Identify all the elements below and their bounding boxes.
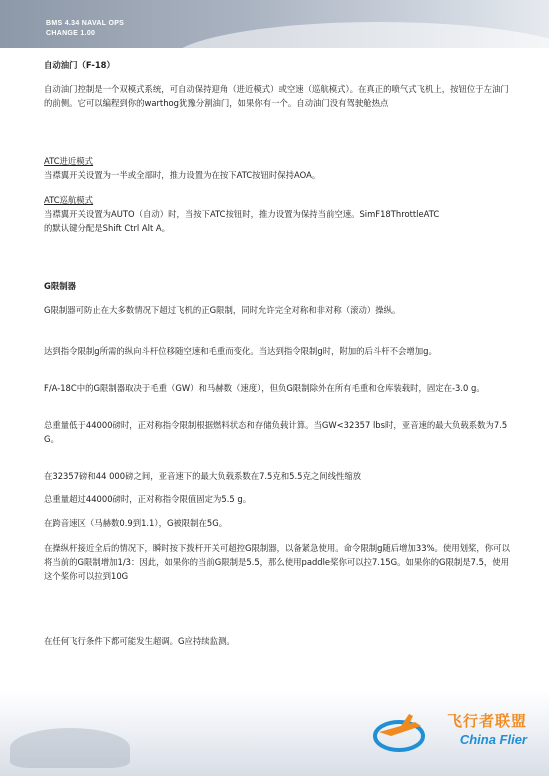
header-change-number: CHANGE 1.00 [46, 30, 96, 37]
jet-silhouette-decoration [10, 728, 130, 768]
atc-approach-body: 当襟翼开关设置为一半或全部时，推力设置为在按下ATC按钮时保持AOA。 [44, 170, 321, 180]
g-limiter-paragraph-3: F/A-18C中的G限制器取决于毛重（GW）和马赫数（速度），但负G限制除外在所有毛重和仓库装载时，固定在-3.0 g。 [44, 383, 485, 393]
china-flier-logo [357, 706, 537, 758]
g-limiter-paragraph-8: 在操纵杆接近全后的情况下，瞬时按下拨杆开关可超控G限制器，以备紧急使用。命令限制g随后增加33%。使用划桨，你可以将当前的G限制增加1/3：因此，如果你的当前G限制是5.5，那么使用paddle桨你可以拉7.15G。如果你的G限制是7.5，使用这个桨你可以拉到10G [44, 543, 510, 581]
logo-chinese-text: 飞行者联盟 [446, 712, 527, 730]
atc-approach-title: ATC进近模式 [44, 156, 94, 166]
g-limiter-paragraph-4: 总重量低于44000磅时，正对称指令限制根据燃料状态和存储负载计算。当GW<32357 lbs时，亚音速的最大负载系数为7.5 G。 [44, 420, 508, 444]
auto-throttle-body: 自动油门控制是一个双模式系统，可自动保持迎角（进近模式）或空速（巡航模式）。在真正的喷气式飞机上，按钮位于左油门的前侧。它可以编程到你的warthog犹豫分割油门，如果你有一个。自动油门没有驾驶舱热点 [44, 84, 509, 108]
g-limiter-paragraph-7: 在跨音速区（马赫数0.9到1.1），G被限制在5G。 [44, 518, 228, 528]
header-doc-title: BMS 4.34 NAVAL OPS [46, 20, 125, 27]
page-header [0, 0, 549, 48]
logo-english-text: China Flier [459, 732, 527, 747]
g-limiter-paragraph-6: 总重量超过44000磅时，正对称指令限值固定为5.5 g。 [44, 494, 252, 504]
g-limiter-paragraph-9: 在任何飞行条件下都可能发生超调。G应持续监测。 [44, 636, 235, 646]
g-limiter-paragraph-2: 达到指令限制g所需的纵向斗杆位移随空速和毛重而变化。当达到指令限制g时，附加的后斗杆不会增加g。 [44, 346, 437, 356]
g-limiter-paragraph-1: G限制器可防止在大多数情况下超过飞机的正G限制，同时允许完全对称和非对称（滚动）操纵。 [44, 305, 401, 315]
section-title-g-limiter: G限制器 [44, 281, 76, 291]
atc-cruise-body: 当襟翼开关设置为AUTO（自动）时，当按下ATC按钮时，推力设置为保持当前空速。SimF18ThrottleATC的默认键分配是Shift Ctrl Alt A。 [44, 209, 440, 233]
header-decoration [169, 22, 549, 48]
page-footer [0, 690, 549, 776]
plane-emblem-icon [371, 710, 427, 754]
atc-cruise-title: ATC巡航模式 [44, 195, 94, 205]
g-limiter-paragraph-5: 在32357磅和44 000磅之间，亚音速下的最大负载系数在7.5克和5.5克之间线性缩放 [44, 471, 362, 481]
section-title-auto-throttle: 自动油门（F-18） [44, 60, 115, 70]
